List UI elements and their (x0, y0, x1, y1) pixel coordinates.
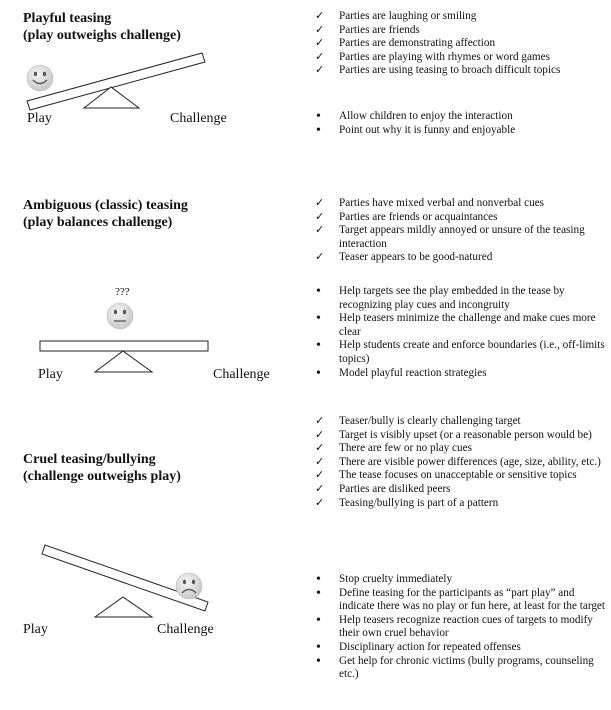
list-item: • Help teasers minimize the challenge and make cues more clear (316, 311, 596, 338)
check-icon: ✓ (315, 10, 325, 22)
list-item: • Point out why it is funny and enjoyable (316, 122, 516, 138)
list-item: ✓ Parties are using teasing to broach difficult topics (315, 64, 561, 77)
bullet-icon: • (316, 639, 321, 655)
check-icon: ✓ (315, 455, 325, 468)
check-icon: ✓ (315, 496, 325, 509)
check-icon: ✓ (315, 210, 325, 223)
list-item: ✓ There are few or no play cues (315, 442, 472, 455)
list-item: ✓ Parties are friends (315, 23, 420, 36)
check-icon: ✓ (315, 251, 325, 264)
challenge-label: Challenge (157, 622, 214, 637)
face-caption: ??? (115, 286, 130, 298)
bullet-icon: • (316, 311, 321, 327)
list-item: • Help targets see the play embedded in the tease by recognizing play cues and incongruity (316, 284, 565, 311)
bullet-icon: • (316, 572, 321, 587)
bullet-icon: • (316, 585, 321, 601)
list-item: ✓ Parties are disliked peers (315, 482, 451, 495)
seesaw-fulcrum (95, 597, 152, 617)
title-line2: (play balances challenge) (23, 215, 173, 230)
challenge-label: Challenge (213, 367, 270, 382)
bullet-icon: • (316, 653, 321, 669)
title-line2: (challenge outweighs play) (23, 469, 181, 484)
list-item: ✓ The tease focuses on unacceptable or sensitive topics (315, 469, 577, 482)
check-icon: ✓ (315, 415, 325, 427)
seesaw-svg (0, 0, 300, 660)
list-item: • Define teasing for the participants as “part play” and indicate there was no play or fun here, at least for the target (316, 585, 606, 613)
bullet-icon: • (316, 122, 321, 138)
list-item: ✓ Parties are playing with rhymes or word games (315, 50, 550, 63)
list-item: • Model playful reaction strategies (316, 365, 487, 381)
list-item: ✓ Teasing/bullying is part of a pattern (315, 496, 499, 509)
list-item: • Help teasers recognize reaction cues of targets to modify their own cruel behavior (316, 612, 593, 640)
bullet-icon: • (316, 109, 321, 124)
list-item: ✓ Target is visibly upset (or a reasonable person would be) (315, 428, 592, 441)
check-icon: ✓ (315, 224, 325, 237)
list-item: • Help students create and enforce boundaries (i.e., off-limits topics) (316, 338, 605, 365)
bullet-icon: • (316, 365, 321, 381)
check-icon: ✓ (315, 442, 325, 455)
challenge-label: Challenge (170, 111, 227, 126)
actions-list (315, 573, 605, 682)
bullet-icon: • (316, 338, 321, 354)
play-label: Play (27, 111, 52, 126)
play-label: Play (38, 367, 63, 382)
title-line1: Cruel teasing/bullying (23, 452, 156, 467)
list-item: • Disciplinary action for repeated offenses (316, 639, 521, 655)
title-line2: (play outweighs challenge) (23, 28, 181, 43)
actions-list (315, 110, 605, 137)
check-icon: ✓ (315, 197, 325, 209)
check-icon: ✓ (315, 23, 325, 36)
list-item: ✓ There are visible power differences (age, size, ability, etc.) (315, 455, 601, 468)
list-item: ✓ Parties are friends or acquaintances (315, 210, 498, 223)
signs-list (315, 415, 605, 510)
list-item: ✓ Target appears mildly annoyed or unsure of the teasing interaction (315, 224, 585, 250)
signs-list (315, 10, 605, 78)
list-item: ✓ Teaser appears to be good-natured (315, 251, 493, 264)
check-icon: ✓ (315, 37, 325, 50)
title-line1: Playful teasing (23, 11, 112, 26)
list-item: ✓ Parties are laughing or smiling (315, 10, 477, 22)
check-icon: ✓ (315, 482, 325, 495)
list-item: • Allow children to enjoy the interaction (316, 109, 513, 124)
signs-list (315, 197, 605, 265)
list-item: • Get help for chronic victims (bully programs, counseling etc.) (316, 653, 594, 681)
sad-face-icon (176, 573, 202, 599)
check-icon: ✓ (315, 64, 325, 77)
list-item: ✓ Parties have mixed verbal and nonverbal cues (315, 197, 545, 209)
list-item: • Stop cruelty immediately (316, 572, 453, 587)
play-label: Play (23, 622, 48, 637)
bullet-icon: • (316, 284, 321, 299)
list-item: ✓ Parties are demonstrating affection (315, 37, 496, 50)
bullet-icon: • (316, 612, 321, 628)
list-item: ✓ Teaser/bully is clearly challenging target (315, 415, 521, 427)
check-icon: ✓ (315, 428, 325, 441)
actions-list (315, 285, 605, 380)
title-line1: Ambiguous (classic) teasing (23, 198, 188, 213)
check-icon: ✓ (315, 469, 325, 482)
check-icon: ✓ (315, 50, 325, 63)
